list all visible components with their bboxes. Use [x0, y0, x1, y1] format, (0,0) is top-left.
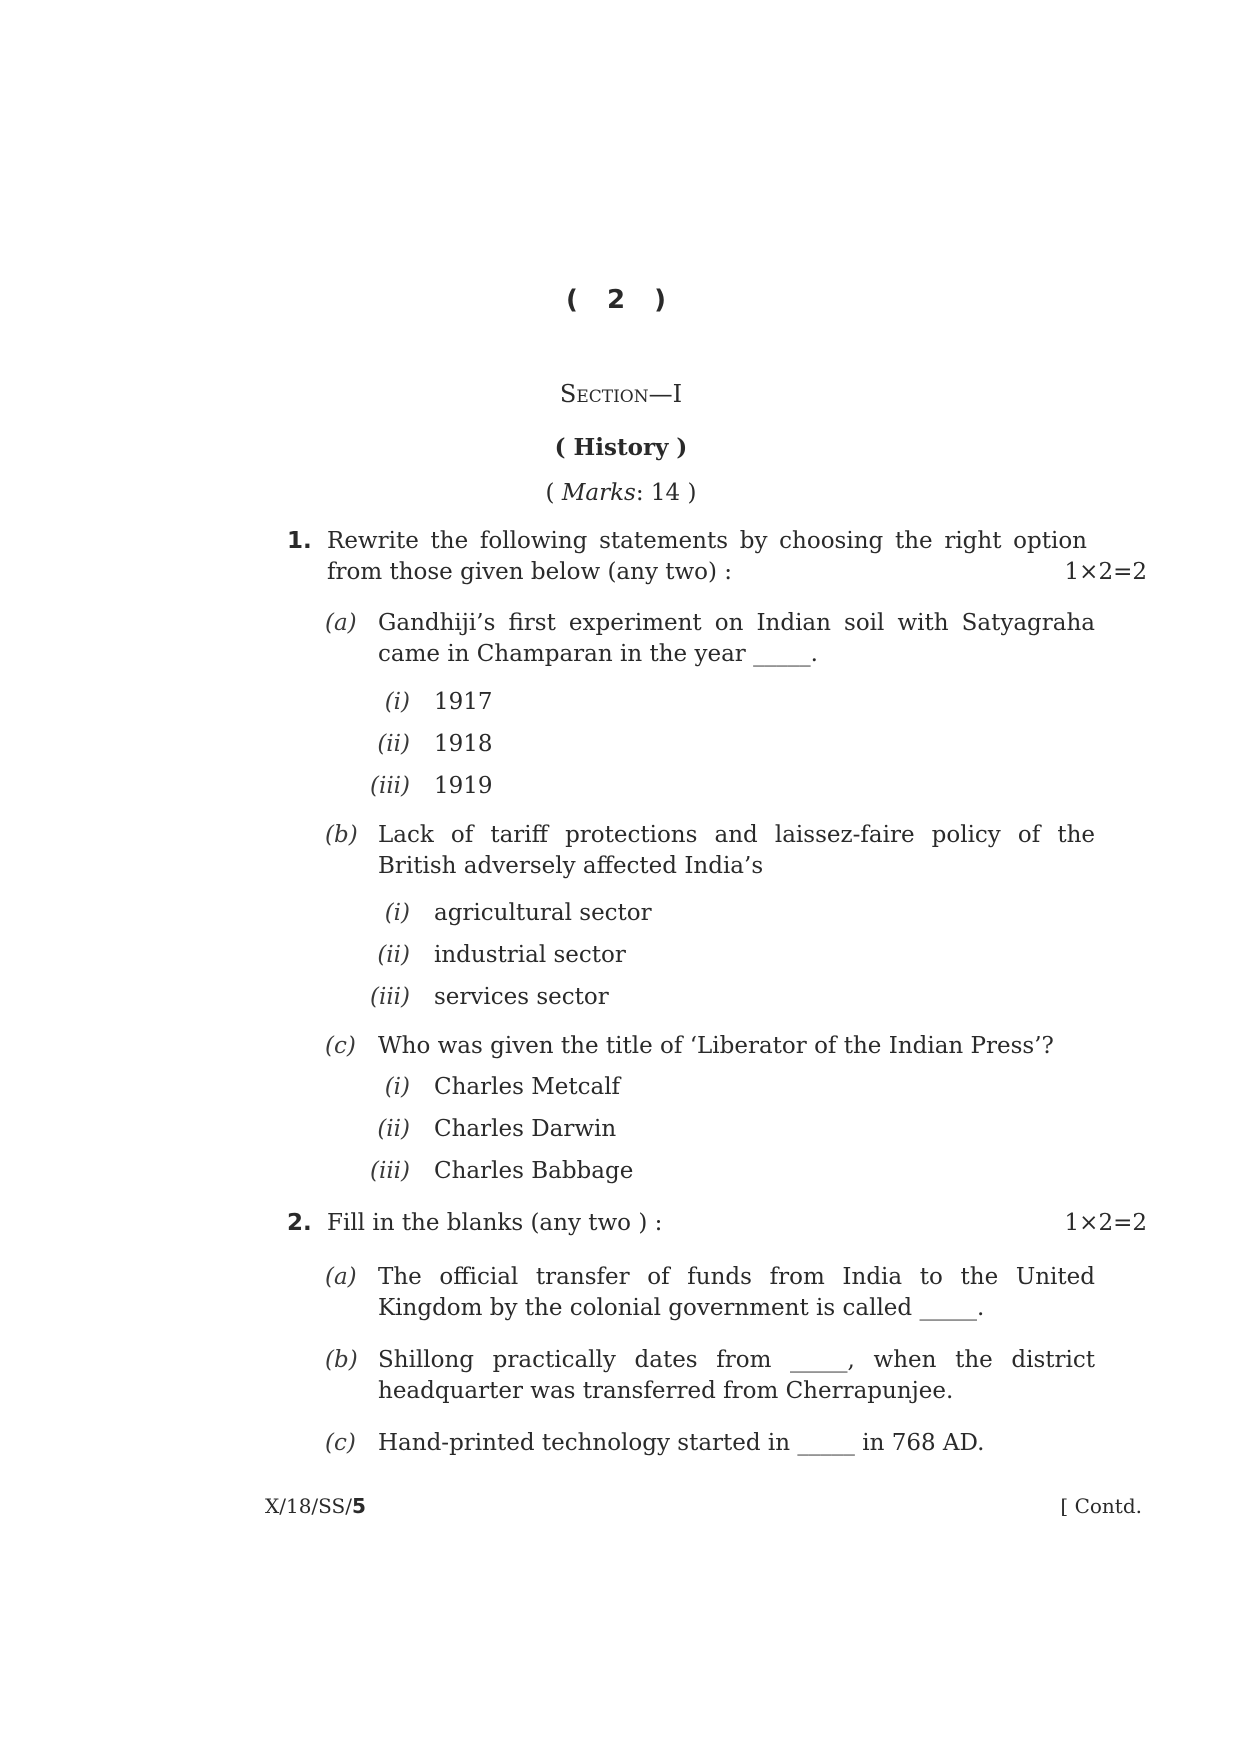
option-text: Charles Babbage [434, 1158, 634, 1184]
question-marks: 1×2=2 [1064, 1210, 1147, 1236]
sub-question-label: (a) [325, 1264, 357, 1290]
page-number: ( 2 ) [566, 285, 676, 315]
sub-question-line-1: Who was given the title of ‘Liberator of the Indian Press’? [378, 1033, 1054, 1059]
sub-question-line-1: The official transfer of funds from India to the United [378, 1264, 1095, 1290]
option-text: industrial sector [434, 942, 626, 968]
sub-question-label: (c) [325, 1033, 356, 1059]
option-text: 1918 [434, 731, 493, 757]
sub-question-line-2: came in Champaran in the year _____. [378, 641, 818, 667]
section-marks [0, 480, 1242, 506]
sub-question-line-1: Shillong practically dates from _____, when the district [378, 1347, 1095, 1373]
option-label: (i) [384, 689, 410, 715]
sub-question-line-2: Kingdom by the colonial government is called _____. [378, 1295, 985, 1321]
paper-code-page: 5 [351, 1494, 366, 1518]
sub-question-2b [325, 1345, 1095, 1407]
question-1 [287, 526, 1147, 588]
question-text-line-1: Rewrite the following statements by choosing the right option [327, 528, 1087, 554]
sub-question-line-2: British adversely affected India’s [378, 853, 764, 879]
question-number: 2. [287, 1210, 312, 1236]
question-number: 1. [287, 528, 312, 554]
sub-question-2a [325, 1262, 1095, 1324]
sub-question-label: (b) [325, 1347, 358, 1373]
sub-question-1b [325, 820, 1095, 882]
marks-prefix: ( [545, 480, 555, 506]
sub-question-label: (c) [325, 1430, 356, 1456]
sub-question-label: (a) [325, 610, 357, 636]
marks-label: Marks [561, 480, 636, 506]
option-label: (i) [384, 1074, 410, 1100]
option-label: (ii) [377, 731, 410, 757]
option-label: (iii) [370, 1158, 411, 1184]
option-text: services sector [434, 984, 609, 1010]
option-label: (iii) [370, 984, 411, 1010]
question-text-line-2 [327, 557, 1087, 588]
paper-code-text: X/18/SS/ [265, 1494, 352, 1518]
sub-question-2c [325, 1428, 1095, 1459]
sub-question-line-2: headquarter was transferred from Cherrapunjee. [378, 1378, 954, 1404]
continued-note: [ Contd. [1060, 1494, 1142, 1518]
sub-question-line-1: Hand-printed technology started in _____ in 768 AD. [378, 1430, 985, 1456]
option-text: 1919 [434, 773, 493, 799]
option-label: (i) [384, 900, 410, 926]
sub-question-1c [325, 1031, 1095, 1062]
option-label: (ii) [377, 942, 410, 968]
option-text: Charles Metcalf [434, 1074, 621, 1100]
option-label: (iii) [370, 773, 411, 799]
option-label: (ii) [377, 1116, 410, 1142]
sub-question-line-1: Gandhiji’s first experiment on Indian soil with Satyagraha [378, 610, 1095, 636]
option-text: agricultural sector [434, 900, 652, 926]
option-text: Charles Darwin [434, 1116, 617, 1142]
section-title: Section—I [559, 380, 683, 408]
sub-question-label: (b) [325, 822, 358, 848]
question-text-line-1: Fill in the blanks (any two ) : [327, 1210, 663, 1236]
subject-heading: ( History ) [554, 434, 688, 461]
marks-value: : 14 ) [635, 480, 697, 506]
option-text: 1917 [434, 689, 493, 715]
question-instruction: from those given below (any two) : [327, 559, 733, 585]
sub-question-1a [325, 608, 1095, 670]
sub-question-line-1: Lack of tariff protections and laissez-faire policy of the [378, 822, 1095, 848]
paper-code [265, 1494, 366, 1518]
question-2 [287, 1208, 1147, 1239]
question-marks: 1×2=2 [1064, 559, 1147, 585]
